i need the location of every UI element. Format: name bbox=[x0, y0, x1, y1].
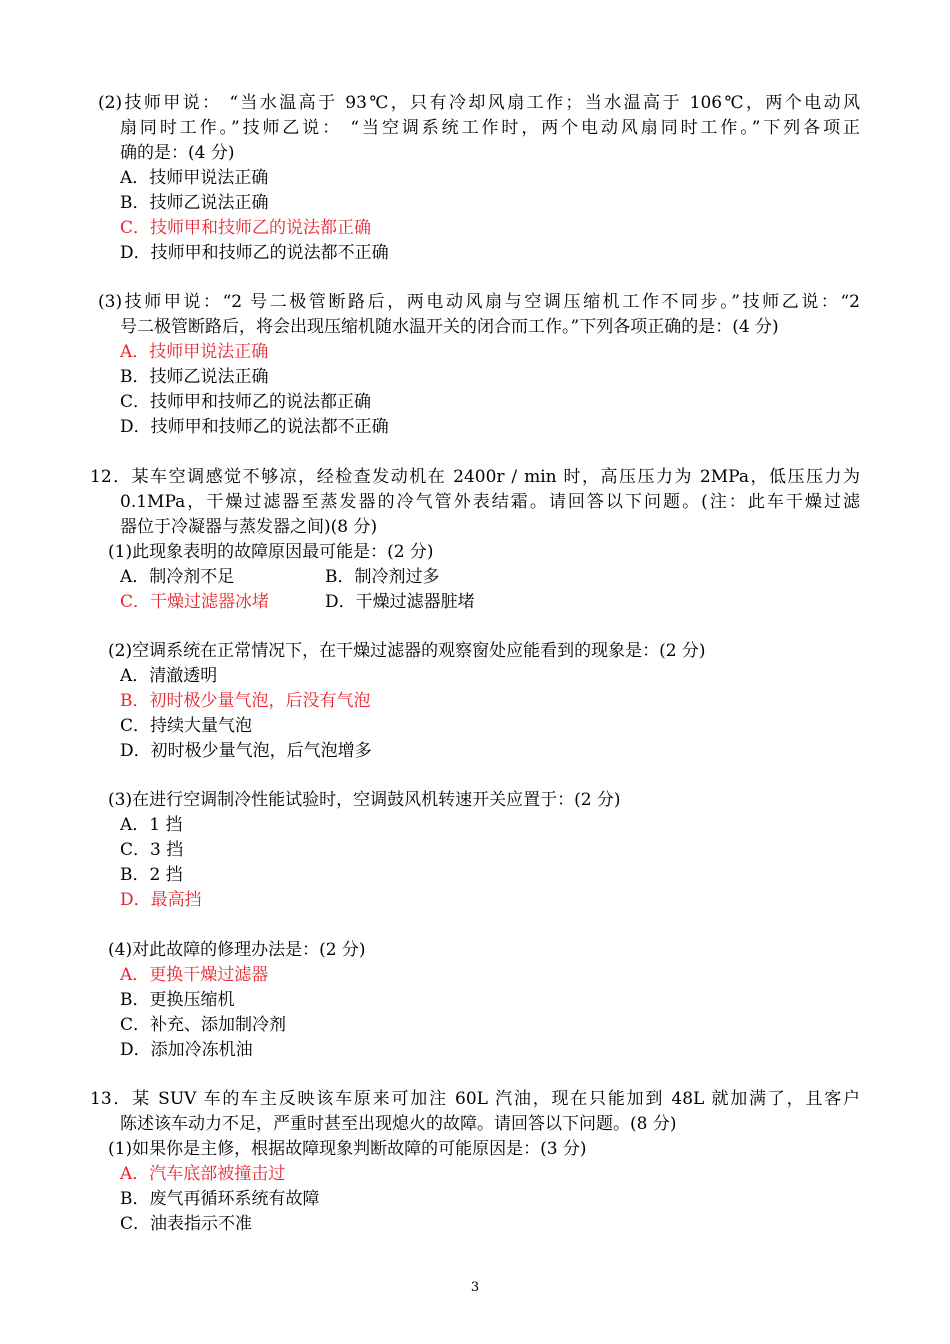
q12-stem-line-2: 0.1MPa，干燥过滤器至蒸发器的冷气管外表结霜。请回答以下问题。(注：此车干燥过滤 bbox=[120, 492, 860, 512]
q12-sub2-option-d: D．初时极少量气泡，后气泡增多 bbox=[120, 741, 372, 761]
q12-sub4-option-c: C．补充、添加制冷剂 bbox=[120, 1015, 287, 1035]
q12-sub3-option-c: C．3 挡 bbox=[120, 840, 184, 860]
q11-sub3-option-c: C．技师甲和技师乙的说法都正确 bbox=[120, 392, 372, 412]
q12-sub2-stem: (2)空调系统在正常情况下，在干燥过滤器的观察窗处应能看到的现象是：(2 分) bbox=[108, 641, 706, 661]
q12-sub3-option-b: B．2 挡 bbox=[120, 865, 183, 885]
q12-sub1-option-d: D．干燥过滤器脏堵 bbox=[325, 592, 475, 612]
q12-stem-line-1: 12．某车空调感觉不够凉，经检查发动机在 2400r / min 时，高压压力为 2MPa，低压压力为 bbox=[90, 467, 860, 487]
q11-sub2-stem-line-1: (2)技师甲说： “当水温高于 93℃，只有冷却风扇工作；当水温高于 106℃，两个电动风 bbox=[98, 93, 860, 113]
q12-sub2-option-b-answer: B．初时极少量气泡，后没有气泡 bbox=[120, 691, 371, 711]
page-number: 3 bbox=[470, 1280, 480, 1295]
q11-sub2-option-c-answer: C．技师甲和技师乙的说法都正确 bbox=[120, 218, 372, 238]
q11-sub3-option-b: B．技师乙说法正确 bbox=[120, 367, 269, 387]
q12-sub1-option-c-answer: C．干燥过滤器冰堵 bbox=[120, 592, 270, 612]
q12-stem-line-3: 器位于冷凝器与蒸发器之间)(8 分) bbox=[120, 517, 378, 537]
q11-sub3-stem-line-1: (3)技师甲说：“2 号二极管断路后，两电动风扇与空调压缩机工作不同步。”技师乙说：“2 bbox=[98, 292, 860, 312]
q13-sub1-option-b: B．废气再循环系统有故障 bbox=[120, 1189, 320, 1209]
q12-sub1-option-a: A．制冷剂不足 bbox=[120, 567, 235, 587]
q11-sub2-stem-line-2: 扇同时工作。”技师乙说： “当空调系统工作时，两个电动风扇同时工作。”下列各项正 bbox=[120, 118, 860, 138]
q11-sub2-option-d: D．技师甲和技师乙的说法都不正确 bbox=[120, 243, 389, 263]
q12-sub4-option-d: D．添加冷冻机油 bbox=[120, 1040, 253, 1060]
q11-sub3-option-a-answer: A．技师甲说法正确 bbox=[120, 342, 269, 362]
q11-sub3-option-d: D．技师甲和技师乙的说法都不正确 bbox=[120, 417, 389, 437]
q11-sub2-option-b: B．技师乙说法正确 bbox=[120, 193, 269, 213]
q12-sub2-option-a: A．清澈透明 bbox=[120, 666, 218, 686]
q12-sub1-option-b: B．制冷剂过多 bbox=[325, 567, 440, 587]
q11-sub3-stem-line-2: 号二极管断路后，将会出现压缩机随水温开关的闭合而工作。”下列各项正确的是：(4 分) bbox=[120, 317, 779, 337]
q13-sub1-option-c: C．油表指示不准 bbox=[120, 1214, 253, 1234]
q12-sub1-stem: (1)此现象表明的故障原因最可能是：(2 分) bbox=[108, 542, 434, 562]
q12-sub2-option-c: C．持续大量气泡 bbox=[120, 716, 253, 736]
q12-sub3-option-a: A．1 挡 bbox=[120, 815, 183, 835]
q12-sub3-stem: (3)在进行空调制冷性能试验时，空调鼓风机转速开关应置于：(2 分) bbox=[108, 790, 621, 810]
q11-sub2-stem-line-3: 确的是：(4 分) bbox=[120, 143, 235, 163]
q11-sub2-option-a: A．技师甲说法正确 bbox=[120, 168, 269, 188]
q13-stem-line-1: 13．某 SUV 车的车主反映该车原来可加注 60L 汽油，现在只能加到 48L 就加满了，且客户 bbox=[90, 1089, 860, 1109]
q12-sub4-option-a-answer: A．更换干燥过滤器 bbox=[120, 965, 269, 985]
q12-sub4-option-b: B．更换压缩机 bbox=[120, 990, 235, 1010]
q12-sub3-option-d-answer: D．最高挡 bbox=[120, 890, 202, 910]
q12-sub4-stem: (4)对此故障的修理办法是：(2 分) bbox=[108, 940, 366, 960]
q13-sub1-stem: (1)如果你是主修，根据故障现象判断故障的可能原因是：(3 分) bbox=[108, 1139, 587, 1159]
q13-stem-line-2: 陈述该车动力不足，严重时甚至出现熄火的故障。请回答以下问题。(8 分) bbox=[120, 1114, 677, 1134]
q13-sub1-option-a-answer: A．汽车底部被撞击过 bbox=[120, 1164, 286, 1184]
